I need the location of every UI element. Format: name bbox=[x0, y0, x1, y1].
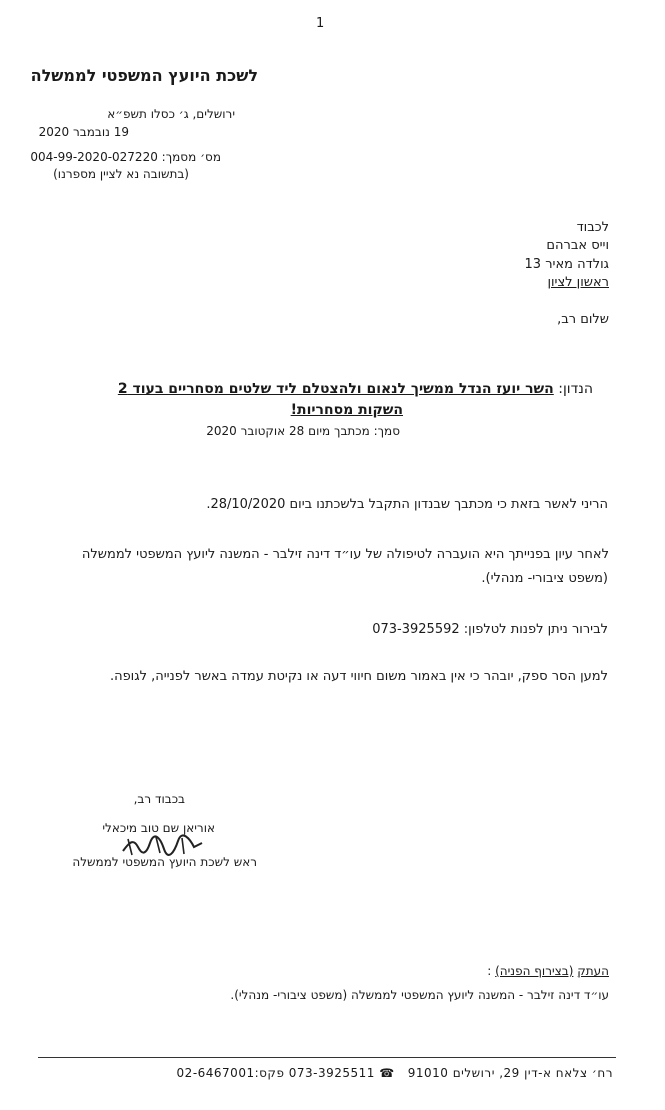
reference-number: 004-99-2020-027220 bbox=[30, 150, 158, 164]
page-number: 1 bbox=[316, 16, 325, 31]
subject-label: הנדון: bbox=[558, 381, 593, 397]
office-title: לשכת היועץ המשפטי לממשלה bbox=[30, 66, 258, 85]
date-hebrew: ירושלים, ג׳ כסלו תשפ״א bbox=[107, 107, 235, 121]
paragraph-contact bbox=[372, 622, 608, 637]
date-gregorian: 19 נובמבר 2020 bbox=[38, 125, 129, 139]
recipient-street: גולדה מאיר 13 bbox=[524, 257, 609, 272]
closing-regards: בכבוד רב, bbox=[133, 792, 185, 806]
footer-phone: 073-3925511 bbox=[288, 1066, 375, 1080]
cc-recipient: עו״ד דינה זילבר - המשנה ליועץ המשפטי לממשלה (משפט ציבורי- מנהלי). bbox=[230, 988, 609, 1002]
recipient-city: ראשון לציון bbox=[547, 275, 609, 290]
paragraph-disclaimer: למען הסר ספק, יובהר כי אין באמור משום חיווי דעה או נקיטת עמדה באשר לפנייה, לגופה. bbox=[109, 669, 608, 684]
reference-label: מס׳ מסמך: bbox=[161, 150, 221, 164]
cc-label-note: (בצירוף הפניה) bbox=[495, 964, 574, 978]
subject-text-continued: השקות מסחריות! bbox=[290, 402, 403, 418]
recipient-name: וייס אברהם bbox=[546, 238, 609, 253]
subject-line bbox=[118, 381, 593, 397]
phone-icon: ☎ bbox=[379, 1066, 395, 1080]
signer-title: ראש לשכת היועץ המשפטי לממשלה bbox=[72, 855, 257, 869]
footer-address: רח׳ צלאח א-דין 29, ירושלים 91010 bbox=[407, 1066, 613, 1080]
footer-divider bbox=[38, 1057, 616, 1058]
recipient-to: לכבוד bbox=[576, 220, 609, 235]
paragraph-received: הריני לאשר בזאת כי מכתבך שבנדון התקבל בלשכתנו ביום 28/10/2020. bbox=[206, 497, 608, 512]
footer-fax: 02-6467001 bbox=[176, 1066, 255, 1080]
paragraph-transferred-cont: (משפט ציבורי- מנהלי). bbox=[481, 571, 608, 586]
paragraph-transferred: לאחר עיון בפנייתך היא הועברה לטיפולה של עו״ד דינה זילבר - המשנה ליועץ המשפטי לממשלה bbox=[81, 547, 609, 562]
signer-name: אוריאן שם טוב מיכאלי bbox=[102, 821, 215, 835]
contact-phone: 073-3925592 bbox=[372, 622, 460, 637]
document-reference bbox=[30, 150, 221, 164]
contact-label: לבירור ניתן לפנות לטלפון: bbox=[463, 622, 608, 637]
reference-note: (בתשובה נא לציין מספרנו) bbox=[53, 167, 189, 181]
greeting: שלום רב, bbox=[557, 312, 609, 327]
footer-contact bbox=[177, 1066, 613, 1080]
cc-heading: העתק (בצירוף הפניה) : bbox=[487, 964, 609, 978]
cc-label: העתק bbox=[577, 964, 609, 978]
subject-text: השר יועז הנדל ממשיך לנאום ולהצטלם ליד שלטים מסחריים בעוד 2 bbox=[117, 381, 554, 397]
footer-fax-label: פקס: bbox=[254, 1066, 285, 1080]
reference-line: סמך: מכתבך מיום 28 אוקטובר 2020 bbox=[206, 424, 400, 438]
